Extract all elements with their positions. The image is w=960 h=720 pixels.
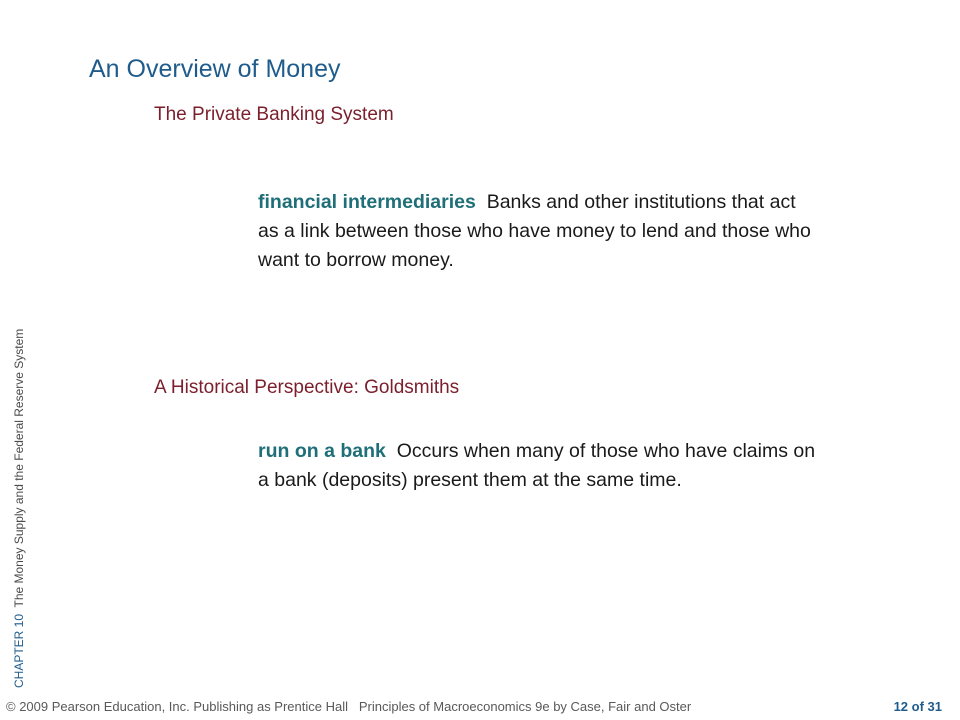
definition-text: Occurs when many of those who have claims on a bank (deposits) present them at the same time. — [258, 440, 816, 491]
chapter-side-label — [12, 329, 26, 688]
page-number: 12 of 31 — [893, 699, 942, 714]
definition-run-on-a-bank — [258, 437, 818, 495]
slide-title: An Overview of Money — [89, 55, 341, 83]
section-heading-private-banking: The Private Banking System — [154, 104, 394, 125]
definition-text: Banks and other institutions that act as a link between those who have money to lend and those who want to borrow money. — [258, 191, 811, 271]
chapter-title: The Money Supply and the Federal Reserve System — [12, 328, 26, 608]
definition-term: financial intermediaries — [258, 191, 476, 213]
footer — [6, 699, 691, 714]
chapter-number: CHAPTER 10 — [12, 613, 26, 688]
section-heading-goldsmiths: A Historical Perspective: Goldsmiths — [154, 377, 460, 398]
book-title: Principles of Macroeconomics 9e by Case, Fair and Oster — [358, 699, 692, 714]
copyright-notice: © 2009 Pearson Education, Inc. Publishing as Prentice Hall — [6, 699, 348, 714]
definition-term: run on a bank — [258, 440, 386, 462]
definition-financial-intermediaries — [258, 188, 818, 275]
